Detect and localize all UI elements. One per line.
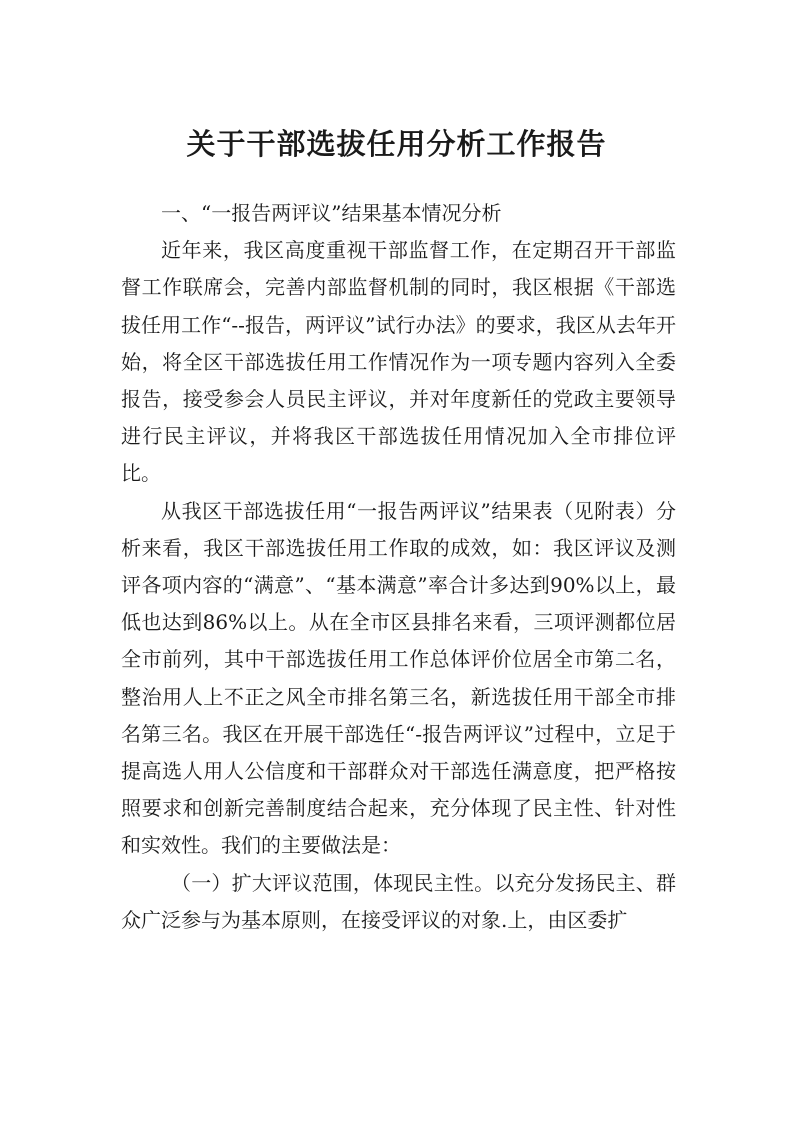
section-heading: 一、“一报告两评议”结果基本情况分析 [161, 201, 502, 225]
document-title: 关于干部选拔任用分析工作报告 [186, 127, 607, 161]
paragraph-intro: 近年来，我区高度重视干部监督工作，在定期召开干部监督工作联席会，完善内部监督机制的同时，我区根据《干部选拔任用工作“--报告，两评议”试行办法》的要求，我区从去年开始，将全区干部选拔任用工作情况作为一项专题内容列入全委报告，接受参会人员民主评议，并对年度新任的党政主要领导进行民主评议，并将我区干部选拔任用情况加入全市排位评比。 [121, 238, 676, 486]
paragraph-analysis: 从我区干部选拔任用“一报告两评议”结果表（见附表）分析来看，我区干部选拔任用工作取的成效，如：我区评议及测评各项内容的“满意”、“基本满意”率合计多达到90%以上，最低也达到86%以上。从在全市区县排名来看，三项评测都位居全市前列，其中干部选拔任用工作总体评价位居全市第二名，整治用人上不正之风全市排名第三名，新选拔任用干部全市排名第三名。我区在开展干部选任“-报告两评议”过程中，立足于提高选人用人公信度和干部群众对干部选任满意度，把严格按照要求和创新完善制度结合起来，充分体现了民主性、针对性和实效性。我们的主要做法是： [121, 498, 676, 858]
document-body [121, 195, 676, 939]
subsection-heading: （一）扩大评议范围，体现民主性。以充分发扬民主、群众广泛参与为基本原则，在接受评议的对象.上，由区委扩 [121, 870, 676, 932]
